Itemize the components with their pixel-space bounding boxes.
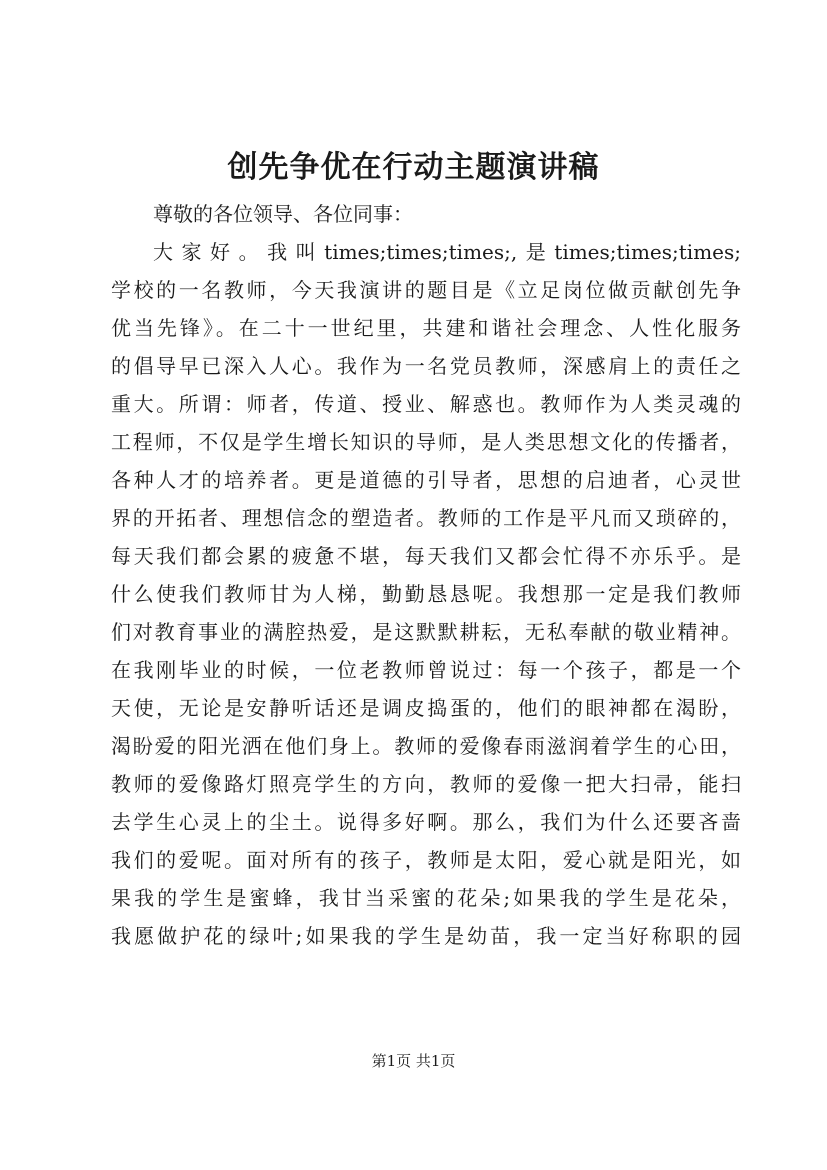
salutation-line: 尊敬的各位领导、各位同事： xyxy=(153,202,413,226)
body-line: 什么使我们教师甘为人梯，勤勤恳恳呢。我想那一定是我们教师 xyxy=(111,582,741,606)
body-line: 天使，无论是安静听话还是调皮捣蛋的，他们的眼神都在渴盼， xyxy=(111,696,741,720)
body-line: 界的开拓者、理想信念的塑造者。教师的工作是平凡而又琐碎的， xyxy=(111,506,741,530)
body-line: 去学生心灵上的尘土。说得多好啊。那么，我们为什么还要吝啬 xyxy=(111,810,741,834)
body-line: 们对教育事业的满腔热爱，是这默默耕耘，无私奉献的敬业精神。 xyxy=(111,620,741,644)
document-body xyxy=(111,195,741,955)
body-line: 工程师，不仅是学生增长知识的导师，是人类思想文化的传播者， xyxy=(111,430,741,454)
body-line: 各种人才的培养者。更是道德的引导者，思想的启迪者，心灵世 xyxy=(111,468,741,492)
body-line: 渴盼爱的阳光洒在他们身上。教师的爱像春雨滋润着学生的心田， xyxy=(111,734,741,758)
body-line: 果我的学生是蜜蜂，我甘当采蜜的花朵;如果我的学生是花朵， xyxy=(111,886,741,910)
body-line: 学校的一名教师，今天我演讲的题目是《立足岗位做贡献创先争 xyxy=(111,278,741,302)
body-line: 我们的爱呢。面对所有的孩子，教师是太阳，爱心就是阳光，如 xyxy=(111,848,741,872)
body-line: 教师的爱像路灯照亮学生的方向，教师的爱像一把大扫帚，能扫 xyxy=(111,772,741,796)
body-line: 优当先锋》。在二十一世纪里，共建和谐社会理念、人性化服务 xyxy=(111,316,741,340)
body-line: 大家好。我叫times;times;times;,是times;times;times; xyxy=(153,240,741,264)
document-title: 创先争优在行动主题演讲稿 xyxy=(227,150,600,185)
body-line: 每天我们都会累的疲惫不堪，每天我们又都会忙得不亦乐乎。是 xyxy=(111,544,741,568)
page-footer: 第1页 共1页 xyxy=(371,1052,456,1070)
body-line: 我愿做护花的绿叶;如果我的学生是幼苗，我一定当好称职的园 xyxy=(111,924,741,948)
body-line: 的倡导早已深入人心。我作为一名党员教师，深感肩上的责任之 xyxy=(111,354,741,378)
body-line: 在我刚毕业的时候，一位老教师曾说过：每一个孩子，都是一个 xyxy=(111,658,741,682)
body-line: 重大。所谓：师者，传道、授业、解惑也。教师作为人类灵魂的 xyxy=(111,392,741,416)
